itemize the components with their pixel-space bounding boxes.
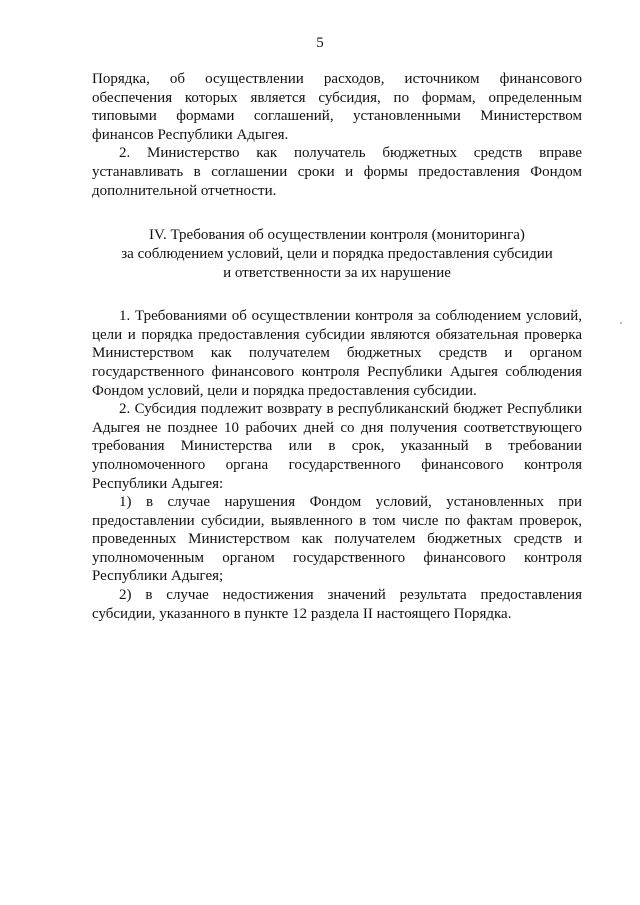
document-body xyxy=(92,70,582,623)
paragraph-item-2: 2. Министерство как получатель бюджетных средств вправе устанавливать в соглашении сроки и формы предоставления Фондом дополнительной отчетности. xyxy=(92,145,582,199)
section-paragraph-1: 1. Требованиями об осуществлении контроля за соблюдением условий, цели и порядка предоставления субсидии являются обязательная проверка Министерством как получателем бюджетных средств и органом государственного финансового контроля Республики Адыгея соблюдения Фондом условий, цели и порядка предоставления субсидии. xyxy=(92,308,582,399)
paragraph-continuation: Порядка, об осуществлении расходов, источником финансового обеспечения которых является субсидия, по формам, определенным типовыми формами соглашений, установленными Министерством финансов Республики Адыгея. xyxy=(92,71,582,143)
section-heading-line-2: за соблюдением условий, цели и порядка предоставления субсидии xyxy=(121,246,553,263)
margin-speck xyxy=(620,322,622,324)
section-paragraph-2: 2. Субсидия подлежит возврату в республиканский бюджет Республики Адыгея не позднее 10 рабочих дней со дня получения соответствующего требования Министерства или в срок, указанный в требовании уполномоченного органа государственного финансового контроля Республики Адыгея: xyxy=(92,401,582,492)
page-number: 5 xyxy=(316,35,324,51)
section-heading xyxy=(92,226,582,283)
section-subitem-1: 1) в случае нарушения Фондом условий, установленных при предоставлении субсидии, выявленного в том числе по фактам проверок, проведенных Министерством как получателем бюджетных средств и уполномоченным органом государственного финансового контроля Республики Адыгея; xyxy=(92,494,582,585)
section-heading-line-3: и ответственности за их нарушение xyxy=(223,265,451,282)
section-subitem-2: 2) в случае недостижения значений результата предоставления субсидии, указанного в пункте 12 раздела II настоящего Порядка. xyxy=(92,587,582,622)
section-heading-line-1: IV. Требования об осуществлении контроля (мониторинга) xyxy=(149,227,525,244)
